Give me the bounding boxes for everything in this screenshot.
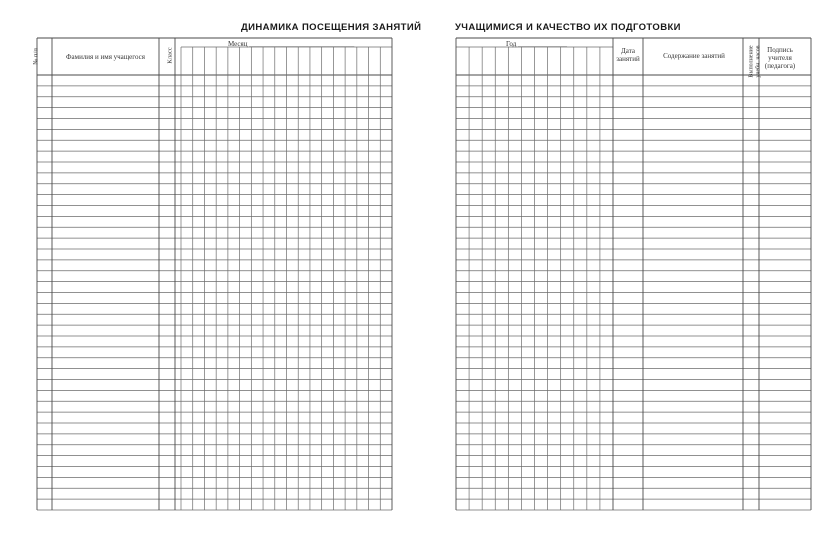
signature-column-header: Подпись учителя (педагога) bbox=[764, 46, 796, 70]
year-column-header: Год ______________ bbox=[506, 40, 568, 48]
right-lessons-grid bbox=[420, 0, 840, 540]
hours-column-header: Выполнение учебн. часов bbox=[748, 45, 761, 78]
class-column-header: Класс bbox=[166, 47, 174, 64]
student-name-column-header: Фамилия и имя учащегося bbox=[66, 53, 145, 61]
number-column-header: № п/п bbox=[32, 48, 40, 65]
left-page-title: ДИНАМИКА ПОСЕЩЕНИЯ ЗАНЯТИЙ bbox=[241, 22, 422, 33]
date-column-header: Дата занятий bbox=[616, 47, 640, 63]
right-page bbox=[420, 0, 840, 540]
content-column-header: Содержание занятий bbox=[663, 52, 725, 60]
month-column-header: Месяц ______________________________ bbox=[228, 40, 355, 48]
right-page-title: УЧАЩИМИСЯ И КАЧЕСТВО ИХ ПОДГОТОВКИ bbox=[455, 22, 681, 33]
